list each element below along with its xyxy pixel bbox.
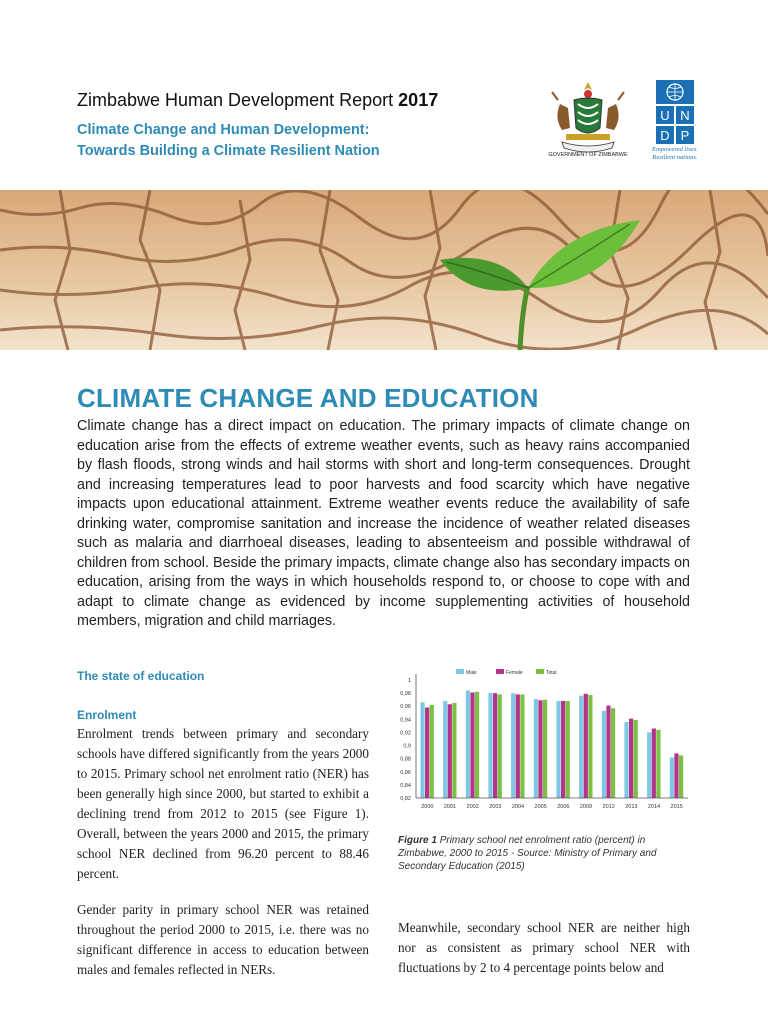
- x-tick-label: 2005: [534, 804, 547, 810]
- cracked-earth-banner-image: [0, 190, 768, 350]
- report-subtitle: [77, 120, 380, 162]
- legend-swatch-total: [536, 669, 544, 674]
- state-of-education-heading: The state of education: [77, 669, 205, 683]
- bar-male-2013: [624, 722, 628, 798]
- bar-total-2014: [656, 730, 660, 798]
- bar-female-2002: [470, 692, 474, 798]
- figure-caption-text: Primary school net enrolment ratio (percent) in Zimbabwe, 2000 to 2015 - Source: Ministry of Primary and Secondary Education (2015): [398, 835, 657, 872]
- x-tick-label: 2009: [579, 804, 593, 810]
- section-heading: CLIMATE CHANGE AND EDUCATION: [77, 383, 539, 413]
- undp-letter-d: D: [660, 128, 670, 143]
- bar-total-2000: [430, 705, 434, 798]
- y-tick-label: 0,88: [400, 756, 411, 763]
- bar-female-2006: [561, 701, 565, 798]
- bar-male-2003: [488, 693, 492, 798]
- bar-total-2015: [679, 755, 683, 798]
- figure-label: Figure 1: [398, 835, 437, 846]
- undp-logo-icon: [656, 80, 694, 144]
- bar-male-2015: [670, 757, 674, 798]
- x-tick-label: 2000: [421, 804, 434, 810]
- bar-male-2006: [556, 701, 560, 798]
- chart-bars: [420, 690, 683, 798]
- chart-x-axis: [416, 798, 688, 810]
- x-tick-label: 2001: [443, 804, 457, 810]
- legend-label-female: Female: [506, 670, 523, 676]
- y-tick-label: 0,84: [400, 782, 411, 789]
- enrolment-heading: Enrolment: [77, 708, 137, 722]
- bar-female-2005: [538, 700, 542, 798]
- bar-total-2004: [520, 694, 524, 798]
- gov-caption: GOVERNMENT OF ZIMBABWE: [548, 152, 628, 158]
- bar-total-2012: [611, 708, 615, 798]
- x-tick-label: 2002: [466, 804, 479, 810]
- bar-female-2012: [606, 706, 610, 798]
- x-tick-label: 2004: [511, 804, 525, 810]
- bar-total-2006: [566, 701, 570, 798]
- bar-male-2014: [647, 732, 651, 798]
- bar-male-2012: [602, 711, 606, 798]
- bar-female-2009: [584, 694, 588, 798]
- bar-female-2014: [652, 729, 656, 798]
- bar-male-2002: [466, 690, 470, 798]
- report-title: [77, 90, 438, 111]
- y-tick-label: 0,82: [400, 796, 411, 802]
- y-tick-label: 0,92: [400, 730, 411, 737]
- x-tick-label: 2014: [647, 804, 661, 810]
- enrolment-paragraph-3: Meanwhile, secondary school NER are neither high nor as consistent as primary school NER with fluctuations by 2 to 4 percentage points below and: [398, 920, 690, 975]
- undp-tagline-line-2: Resilient nations.: [652, 154, 698, 161]
- enrolment-paragraph-2: Gender parity in primary school NER was retained throughout the period 2000 to 2015, i.e. there was no significant difference in access to education between males and females reflected in NERs.: [77, 902, 369, 977]
- bar-male-2000: [420, 702, 424, 798]
- legend-swatch-male: [456, 669, 464, 674]
- chart-y-axis: [400, 674, 416, 802]
- subtitle-line-1: Climate Change and Human Development:: [77, 122, 370, 138]
- bar-male-2004: [511, 693, 515, 798]
- bar-female-2001: [448, 704, 452, 798]
- report-title-text: Zimbabwe Human Development Report: [77, 90, 394, 110]
- bar-total-2002: [475, 692, 479, 798]
- y-tick-label: 0,9: [403, 743, 411, 750]
- bar-total-2009: [588, 695, 592, 798]
- y-tick-label: 0,86: [400, 769, 411, 776]
- report-year: 2017: [398, 90, 439, 110]
- bar-female-2000: [425, 708, 429, 798]
- bar-male-2005: [534, 699, 538, 798]
- x-tick-label: 2013: [625, 804, 638, 810]
- y-tick-label: 0,96: [400, 704, 411, 711]
- enrolment-paragraph-1: Enrolment trends between primary and secondary schools have differed significantly from the years 2000 to 2015. Primary school net enrolment ratio (NER) has been generally high since 2000, but started to exhibit a declining trend from 2012 to 2015 (see Figure 1). Overall, between the years 2000 and 2015, the primary school NER declined from 96.20 percent to 88.46 percent.: [77, 726, 369, 881]
- bar-total-2005: [543, 700, 547, 798]
- y-tick-label: 1: [407, 678, 411, 684]
- legend-swatch-female: [496, 669, 504, 674]
- subtitle-line-2: Towards Building a Climate Resilient Nation: [77, 143, 380, 159]
- x-tick-label: 2003: [489, 804, 502, 810]
- undp-letter-n: N: [680, 108, 690, 123]
- bar-male-2001: [443, 701, 447, 798]
- enrolment-bar-chart: [370, 664, 700, 824]
- x-tick-label: 2006: [557, 804, 570, 810]
- undp-tagline-line-1: Empowered lives.: [652, 146, 698, 153]
- undp-letter-u: U: [660, 108, 670, 123]
- legend-label-male: Male: [466, 670, 477, 676]
- y-tick-label: 0,94: [400, 717, 411, 724]
- legend-label-total: Total: [546, 670, 557, 676]
- bar-female-2004: [516, 694, 520, 798]
- undp-letter-p: P: [680, 128, 690, 143]
- figure-caption: [398, 834, 690, 873]
- bar-male-2009: [579, 696, 583, 798]
- x-tick-label: 2015: [670, 804, 683, 810]
- bar-female-2003: [493, 693, 497, 798]
- x-tick-label: 2012: [602, 804, 615, 810]
- chart-legend: [456, 669, 557, 676]
- bar-total-2003: [498, 694, 502, 798]
- bar-female-2013: [629, 719, 633, 798]
- bar-total-2001: [452, 703, 456, 798]
- bar-total-2013: [634, 720, 638, 798]
- intro-paragraph: Climate change has a direct impact on education. The primary impacts of climate change on education arise from the effects of extreme weather events, such as heavy rains accompanied by flash floods, strong winds and hail storms with short and long-term consequences. Drought and increasing temperatures lead to poor harvests and food scarcity which have negative impacts upon educational attainment. Extreme weather events reduce the availability of safe drinking water, compromise sanitation and increase the incidence of weather related diseases such as malaria and diarrhoeal diseases, leading to absenteeism and possible withdrawal of children from school. Beside the primary impacts, climate change also has secondary impacts on education, arising from the ways in which households respond to, or choose to cope with and adapt to climate change as evidenced by income supplementing activities of household members, migration and child marriages.: [77, 418, 690, 629]
- undp-tagline: [645, 146, 705, 162]
- bar-female-2015: [674, 753, 678, 798]
- y-tick-label: 0,98: [400, 691, 411, 698]
